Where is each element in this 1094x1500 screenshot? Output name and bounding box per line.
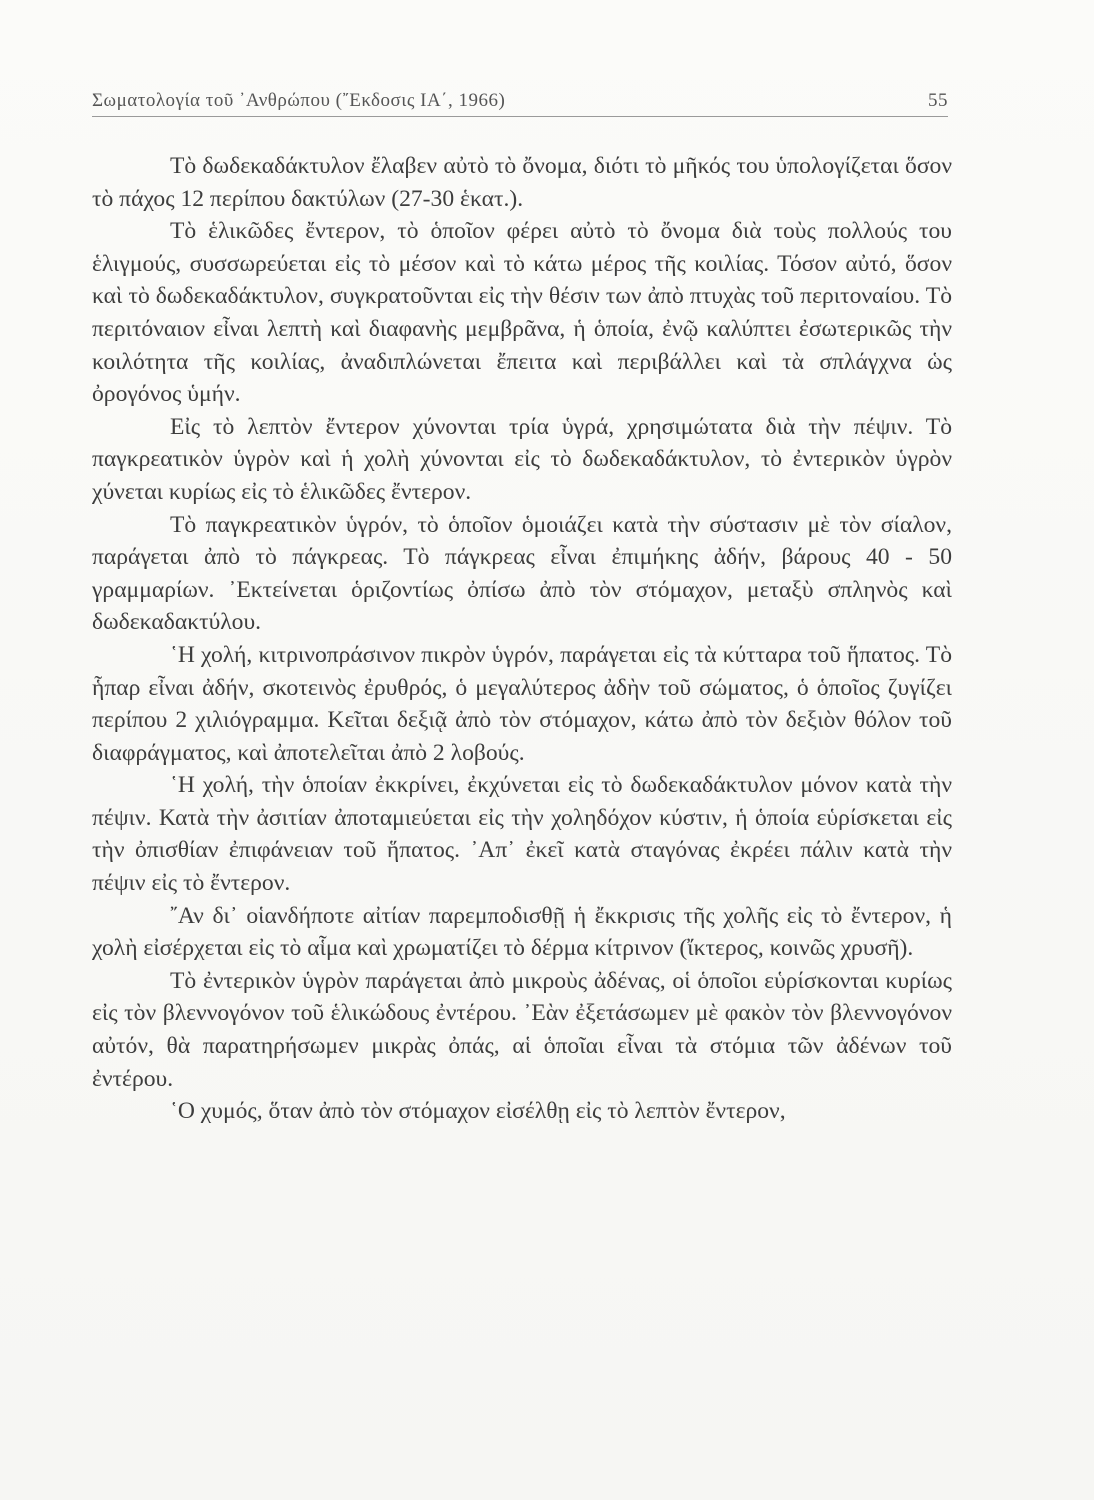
page-number: 55	[928, 90, 948, 111]
paragraph-ileum: Τὸ ἑλικῶδες ἔντερον, τὸ ὁποῖον φέρει αὐτὸ τὸ ὄνομα διὰ τοὺς πολλούς του ἑλιγμούς, συσσωρεύεται εἰς τὸ μέσον καὶ τὸ κάτω μέρος τῆς κοιλίας. Τόσον αὐτό, ὅσον καὶ τὸ δωδεκαδάκτυλον, συγκρατοῦνται εἰς τὴν θέσιν των ἀπὸ πτυχὰς τοῦ περιτοναίου. Τὸ περιτόναιον εἶναι λεπτὴ καὶ διαφανὴς μεμβρᾶνα, ἡ ὁποία, ἐνῷ καλύπτει ἐσωτερικῶς τὴν κοιλότητα τῆς κοιλίας, ἀναδιπλώνεται ἔπειτα καὶ περιβάλλει καὶ τὰ σπλάγχνα ὡς ὀρογόνος ὑμήν.	[92, 218, 952, 408]
body-text	[92, 150, 952, 1128]
paragraph-jaundice: ῎Αν δι᾿ οἱανδήποτε αἰτίαν παρεμποδισθῇ ἡ ἔκκρισις τῆς χολῆς εἰς τὸ ἔντερον, ἡ χολὴ εἰσέρχεται εἰς τὸ αἷμα καὶ χρωματίζει τὸ δέρμα κίτρινον (ἴκτερος, κοινῶς χρυσῆ).	[92, 902, 952, 962]
running-header	[92, 82, 948, 112]
paragraph-bile-liver: ῾Η χολή, κιτρινοπράσινον πικρὸν ὑγρόν, παράγεται εἰς τὰ κύτταρα τοῦ ἥπατος. Τὸ ἧπαρ εἶναι ἀδήν, σκοτεινὸς ἐρυθρός, ὁ μεγαλύτερος ἀδὴν τοῦ σώματος, ὁ ὁποῖος ζυγίζει περίπου 2 χιλιόγραμμα. Κεῖται δεξιᾷ ἀπὸ τὸν στόμαχον, κάτω ἀπὸ τὸν δεξιὸν θόλον τοῦ διαφράγματος, καὶ ἀποτελεῖται ἀπὸ 2 λοβούς.	[92, 641, 952, 766]
paragraph-chyme: ῾Ο χυμός, ὅταν ἀπὸ τὸν στόμαχον εἰσέλθῃ εἰς τὸ λεπτὸν ἔντερον,	[170, 1098, 786, 1125]
paragraph-pancreatic-juice: Τὸ παγκρεατικὸν ὑγρόν, τὸ ὁποῖον ὁμοιάζει κατὰ τὴν σύστασιν μὲ τὸν σίαλον, παράγεται ἀπὸ τὸ πάγκρεας. Τὸ πάγκρεας εἶναι ἐπιμήκης ἀδήν, βάρους 40 - 50 γραμμαρίων. ᾿Εκτείνεται ὁριζοντίως ὀπίσω ἀπὸ τὸν στόμαχον, μεταξὺ σπληνὸς καὶ δωδεκαδακτύλου.	[92, 511, 952, 636]
paragraph-intestinal-juice: Τὸ ἐντερικὸν ὑγρὸν παράγεται ἀπὸ μικροὺς ἀδένας, οἱ ὁποῖοι εὑρίσκονται κυρίως εἰς τὸν βλεννογόνον τοῦ ἑλικώδους ἐντέρου. ᾿Εὰν ἐξετάσωμεν μὲ φακὸν τὸν βλεννογόνον αὐτόν, θὰ παρατηρήσωμεν μικρὰς ὀπάς, αἱ ὁποῖαι εἶναι τὰ στόμια τῶν ἀδένων τοῦ ἐντέρου.	[92, 967, 952, 1092]
paragraph-gallbladder: ῾Η χολή, τὴν ὁποίαν ἐκκρίνει, ἐκχύνεται εἰς τὸ δωδεκαδάκτυλον μόνον κατὰ τὴν πέψιν. Κατὰ τὴν ἀσιτίαν ἀποταμιεύεται εἰς τὴν χοληδόχον κύστιν, ἡ ὁποία εὑρίσκεται εἰς τὴν ὀπισθίαν ἐπιφάνειαν τοῦ ἥπατος. ᾿Απ᾿ ἐκεῖ κατὰ σταγόνας ἐκρέει πάλιν κατὰ τὴν πέψιν εἰς τὸ ἔντερον.	[92, 772, 952, 897]
paragraph-duodenum: Τὸ δωδεκαδάκτυλον ἔλαβεν αὐτὸ τὸ ὄνομα, διότι τὸ μῆκός του ὑπολογίζεται ὅσον τὸ πάχος 12 περίπου δακτύλων (27-30 ἑκατ.).	[92, 153, 952, 212]
paragraph-three-fluids: Εἰς τὸ λεπτὸν ἔντερον χύνονται τρία ὑγρά, χρησιμώτατα διὰ τὴν πέψιν. Τὸ παγκρεατικὸν ὑγρὸν καὶ ἡ χολὴ χύνονται εἰς τὸ δωδεκαδάκτυλον, τὸ ἐντερικὸν ὑγρὸν χύνεται κυρίως εἰς τὸ ἑλικῶδες ἔντερον.	[92, 413, 952, 505]
running-title: Σωματολογία τοῦ ᾿Ανθρώπου (῎Εκδοσις ΙΑ΄, 1966)	[92, 90, 506, 111]
header-rule	[92, 116, 948, 117]
